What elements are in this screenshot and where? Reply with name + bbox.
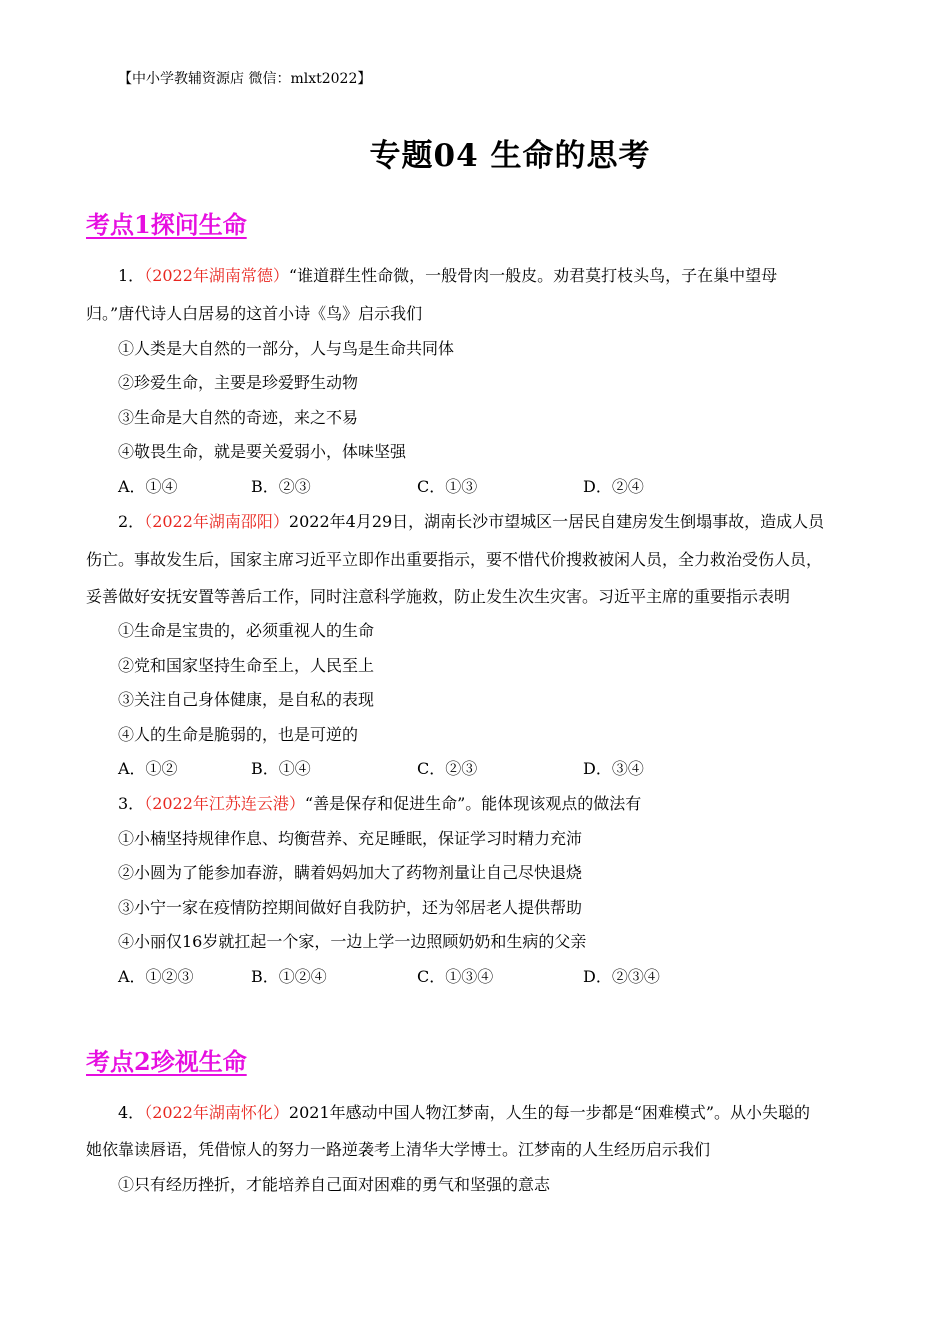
question-3-item-2: ②小圆为了能参加春游，瞒着妈妈加大了药物剂量让自己尽快退烧	[118, 863, 583, 882]
question-number: 2．	[118, 512, 145, 531]
option-b[interactable]: B．①④	[251, 759, 311, 778]
question-3-options	[118, 964, 660, 987]
question-1-item-4: ④敬畏生命，就是要关爱弱小，体味坚强	[118, 442, 407, 461]
question-2-line-3: 妥善做好安抚安置等善后工作，同时注意科学施救，防止发生次生灾害。习近平主席的重要指示表明	[86, 587, 791, 606]
question-3-item-1: ①小楠坚持规律作息、均衡营养、充足睡眠，保证学习时精力充沛	[118, 829, 583, 848]
question-3-item-4: ④小丽仅16岁就扛起一个家，一边上学一边照顾奶奶和生病的父亲	[118, 932, 587, 951]
section-heading-2: 考点2珍视生命	[86, 1047, 247, 1076]
question-4-line-2: 她依靠读唇语，凭借惊人的努力一路逆袭考上清华大学博士。江梦南的人生经历启示我们	[86, 1140, 711, 1159]
question-stem: “善是保存和促进生命”。能体现该观点的做法有	[304, 794, 642, 813]
question-1-line-2: 归。”唐代诗人白居易的这首小诗《鸟》启示我们	[86, 304, 423, 323]
option-a[interactable]: A．①②③	[118, 967, 194, 986]
option-b[interactable]: B．②③	[251, 477, 311, 496]
question-4-line-1	[118, 1100, 810, 1123]
question-1-item-3: ③生命是大自然的奇迹，来之不易	[118, 408, 359, 427]
question-2-item-3: ③关注自己身体健康，是自私的表现	[118, 690, 375, 709]
option-a[interactable]: A．①②	[118, 759, 178, 778]
question-1-item-1: ①人类是大自然的一部分，人与鸟是生命共同体	[118, 339, 455, 358]
option-c[interactable]: C．①③	[417, 477, 478, 496]
question-3-item-3: ③小宁一家在疫情防控期间做好自我防护，还为邻居老人提供帮助	[118, 898, 583, 917]
question-2-line-2: 伤亡。事故发生后，国家主席习近平立即作出重要指示，要不惜代价搜救被闲人员，全力救治受伤人员，	[86, 550, 823, 569]
option-d[interactable]: D．②④	[583, 477, 644, 496]
option-c[interactable]: C．①③④	[417, 967, 494, 986]
question-2-item-2: ②党和国家坚持生命至上，人民至上	[118, 656, 375, 675]
question-4-item-1: ①只有经历挫折，才能培养自己面对困难的勇气和坚强的意志	[118, 1175, 551, 1194]
header-note: 【中小学教辅资源店 微信：mlxt2022】	[118, 71, 372, 87]
section-heading-1: 考点1探问生命	[86, 210, 247, 239]
question-stem: 2022年4月29日，湖南长沙市望城区一居民自建房发生倒塌事故，造成人员	[288, 512, 825, 531]
option-d[interactable]: D．②③④	[583, 967, 660, 986]
question-source: （2022年江苏连云港）	[144, 794, 305, 813]
question-2-item-4: ④人的生命是脆弱的，也是可逆的	[118, 725, 359, 744]
option-c[interactable]: C．②③	[417, 759, 478, 778]
question-2-item-1: ①生命是宝贵的，必须重视人的生命	[118, 621, 375, 640]
question-source: （2022年湖南邵阳）	[144, 512, 289, 531]
question-2-options	[118, 756, 644, 779]
page-title: 专题04 生命的思考	[369, 138, 651, 174]
question-source: （2022年湖南常德）	[144, 266, 289, 285]
option-d[interactable]: D．③④	[583, 759, 644, 778]
question-number: 3．	[118, 794, 145, 813]
question-1-line-1	[118, 263, 777, 286]
option-b[interactable]: B．①②④	[251, 967, 327, 986]
question-1-options	[118, 474, 644, 497]
question-1-item-2: ②珍爱生命，主要是珍爱野生动物	[118, 373, 359, 392]
question-number: 4．	[118, 1103, 145, 1122]
question-source: （2022年湖南怀化）	[144, 1103, 289, 1122]
question-stem: “谁道群生性命微，一般骨肉一般皮。劝君莫打枝头鸟，子在巢中望母	[288, 266, 778, 285]
question-stem: 2021年感动中国人物江梦南，人生的每一步都是“困难模式”。从小失聪的	[288, 1103, 811, 1122]
question-2-line-1	[118, 509, 824, 532]
option-a[interactable]: A．①④	[118, 477, 178, 496]
question-3-line-1	[118, 791, 641, 814]
question-number: 1．	[118, 266, 145, 285]
